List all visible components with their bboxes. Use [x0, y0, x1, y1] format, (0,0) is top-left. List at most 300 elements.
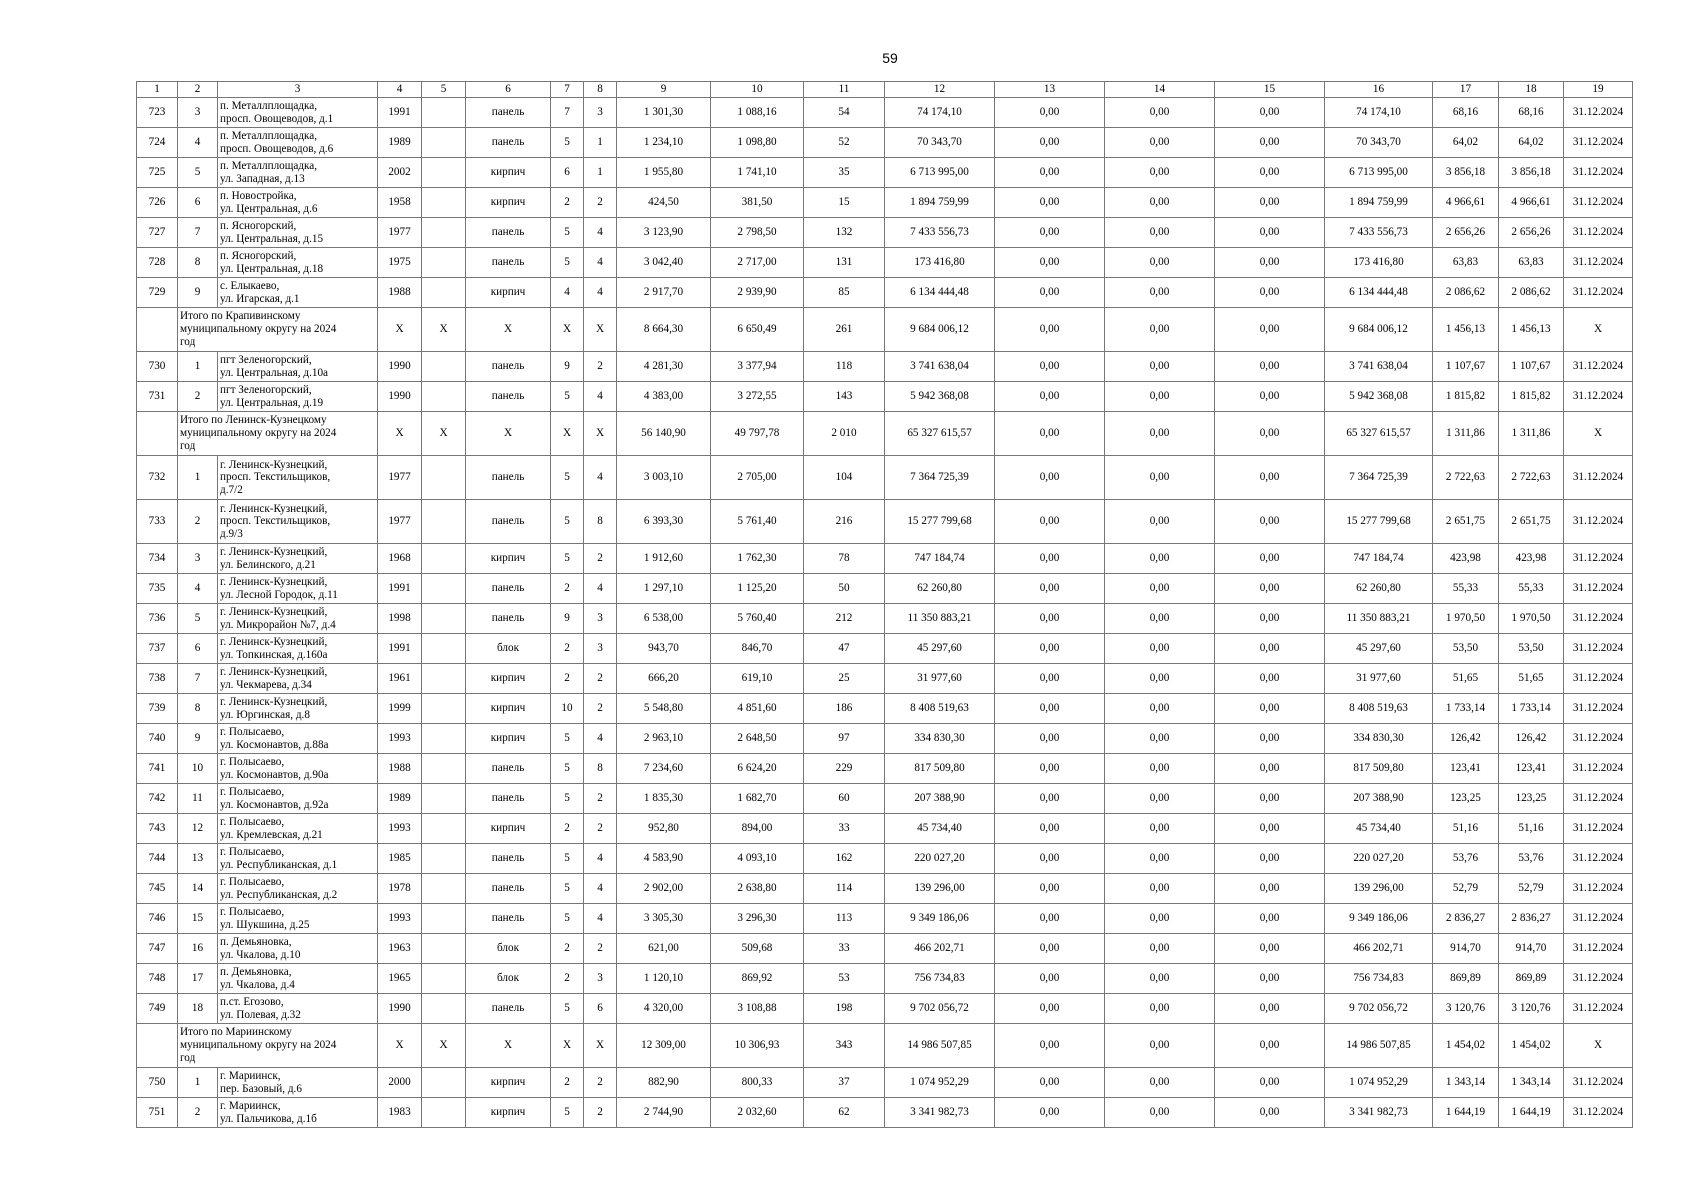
table-row — [137, 694, 1633, 724]
table-cell: 3 377,94 — [711, 352, 804, 382]
table-cell: 2 656,26 — [1499, 218, 1564, 248]
address-cell — [218, 1098, 378, 1128]
table-cell: 1 454,02 — [1499, 1024, 1564, 1068]
table-cell: 1993 — [378, 814, 422, 844]
table-cell: 3 741 638,04 — [885, 352, 995, 382]
table-cell: 15 277 799,68 — [885, 500, 995, 544]
table-cell: 0,00 — [1105, 964, 1215, 994]
table-cell: 63,83 — [1499, 248, 1564, 278]
table-cell: 65 327 615,57 — [1325, 412, 1433, 456]
table-cell: 1961 — [378, 664, 422, 694]
table-cell: 1975 — [378, 248, 422, 278]
table-cell: 7 433 556,73 — [885, 218, 995, 248]
table-cell: 869,89 — [1499, 964, 1564, 994]
table-cell: 131 — [804, 248, 885, 278]
table-row — [137, 188, 1633, 218]
table-cell: кирпич — [466, 544, 551, 574]
subtotal-row — [137, 308, 1633, 352]
address-line: просп. Овощеводов, д.6 — [220, 142, 334, 155]
table-cell: 11 350 883,21 — [1325, 604, 1433, 634]
column-number-header: 4 — [378, 82, 422, 98]
address-line: д.7/2 — [220, 483, 243, 496]
table-cell: 0,00 — [1215, 694, 1325, 724]
address-line: г. Полысаево, — [220, 846, 285, 858]
table-cell: 31.12.2024 — [1564, 574, 1633, 604]
address-line: г. Полысаево, — [220, 876, 285, 888]
table-cell — [422, 1098, 466, 1128]
table-cell: 0,00 — [995, 188, 1105, 218]
table-cell: 4 320,00 — [617, 994, 711, 1024]
table-cell: X — [422, 412, 466, 456]
table-cell: 756 734,83 — [1325, 964, 1433, 994]
table-cell: X — [1564, 412, 1633, 456]
table-cell: 0,00 — [995, 1068, 1105, 1098]
table-row — [137, 278, 1633, 308]
table-cell: 4 851,60 — [711, 694, 804, 724]
table-cell: 0,00 — [1215, 724, 1325, 754]
table-cell: 1977 — [378, 218, 422, 248]
table-cell: 724 — [137, 128, 178, 158]
table-cell: 2 963,10 — [617, 724, 711, 754]
address-line: ул. Белинского, д.21 — [220, 558, 316, 571]
table-cell: панель — [466, 574, 551, 604]
table-cell: 914,70 — [1433, 934, 1499, 964]
table-cell: X — [584, 412, 617, 456]
table-cell: 13 — [178, 844, 218, 874]
table-cell: 65 327 615,57 — [885, 412, 995, 456]
table-cell: 3 — [584, 604, 617, 634]
table-cell: панель — [466, 248, 551, 278]
table-cell: 5 942 368,08 — [1325, 382, 1433, 412]
address-cell — [218, 98, 378, 128]
table-cell: 1990 — [378, 352, 422, 382]
column-number-header: 5 — [422, 82, 466, 98]
table-cell: 1993 — [378, 904, 422, 934]
table-cell: 31.12.2024 — [1564, 784, 1633, 814]
address-line: г. Полысаево, — [220, 726, 285, 738]
table-cell: 952,80 — [617, 814, 711, 844]
table-cell: 0,00 — [1105, 574, 1215, 604]
table-cell: 62 — [804, 1098, 885, 1128]
table-cell: блок — [466, 634, 551, 664]
table-cell: 97 — [804, 724, 885, 754]
table-cell: 0,00 — [1105, 724, 1215, 754]
table-cell: панель — [466, 604, 551, 634]
table-cell: 0,00 — [1105, 784, 1215, 814]
table-cell: X — [378, 1024, 422, 1068]
table-cell: 0,00 — [1105, 874, 1215, 904]
address-line: ул. Полевая, д.32 — [220, 1008, 301, 1021]
table-cell: 3 003,10 — [617, 456, 711, 500]
table-cell: 756 734,83 — [885, 964, 995, 994]
column-number-header: 11 — [804, 82, 885, 98]
subtotal-label-line: Итого по Крапивинскому — [180, 310, 301, 322]
table-cell: 747 — [137, 934, 178, 964]
table-cell: 746 — [137, 904, 178, 934]
address-line: ул. Чкалова, д.10 — [220, 948, 301, 961]
table-cell: 9 702 056,72 — [1325, 994, 1433, 1024]
table-cell: блок — [466, 934, 551, 964]
registry-table-body — [137, 82, 1633, 1128]
table-cell: 0,00 — [1105, 994, 1215, 1024]
table-cell: 5 760,40 — [711, 604, 804, 634]
table-cell: 1 088,16 — [711, 98, 804, 128]
table-cell: 5 942 368,08 — [885, 382, 995, 412]
address-line: просп. Текстильщиков, — [220, 471, 331, 484]
table-cell: 64,02 — [1499, 128, 1564, 158]
table-cell: 1 644,19 — [1433, 1098, 1499, 1128]
table-cell: 3 856,18 — [1499, 158, 1564, 188]
table-cell: 800,33 — [711, 1068, 804, 1098]
address-cell — [218, 964, 378, 994]
table-cell: 64,02 — [1433, 128, 1499, 158]
table-cell: 734 — [137, 544, 178, 574]
table-cell: 0,00 — [1105, 248, 1215, 278]
table-cell — [422, 724, 466, 754]
table-cell: 5 761,40 — [711, 500, 804, 544]
table-cell: 8 408 519,63 — [885, 694, 995, 724]
table-cell: 114 — [804, 874, 885, 904]
table-cell: 466 202,71 — [1325, 934, 1433, 964]
table-cell: 6 713 995,00 — [1325, 158, 1433, 188]
table-cell: 2 722,63 — [1433, 456, 1499, 500]
table-cell — [422, 634, 466, 664]
table-cell: 9 684 006,12 — [885, 308, 995, 352]
table-cell — [422, 500, 466, 544]
table-cell: 6 393,30 — [617, 500, 711, 544]
table-cell: 4 093,10 — [711, 844, 804, 874]
address-line: просп. Текстильщиков, — [220, 515, 331, 528]
column-number-row — [137, 82, 1633, 98]
table-cell: 1 912,60 — [617, 544, 711, 574]
table-cell: 198 — [804, 994, 885, 1024]
table-cell: 18 — [178, 994, 218, 1024]
column-number-header: 9 — [617, 82, 711, 98]
table-cell: 745 — [137, 874, 178, 904]
table-row — [137, 574, 1633, 604]
table-cell: 31.12.2024 — [1564, 844, 1633, 874]
table-cell: панель — [466, 994, 551, 1024]
address-cell — [218, 994, 378, 1024]
table-cell: 0,00 — [1105, 382, 1215, 412]
table-cell: 31.12.2024 — [1564, 814, 1633, 844]
table-cell: 1 297,10 — [617, 574, 711, 604]
table-cell: X — [551, 308, 584, 352]
table-cell: 1991 — [378, 634, 422, 664]
table-cell — [422, 1068, 466, 1098]
table-cell — [422, 574, 466, 604]
table-cell: 45 734,40 — [1325, 814, 1433, 844]
table-cell: 0,00 — [995, 574, 1105, 604]
table-cell: 0,00 — [1105, 98, 1215, 128]
table-cell: 33 — [804, 934, 885, 964]
table-cell: 2 836,27 — [1433, 904, 1499, 934]
table-cell: 735 — [137, 574, 178, 604]
address-cell — [218, 218, 378, 248]
table-cell: 381,50 — [711, 188, 804, 218]
table-cell: 9 — [178, 278, 218, 308]
table-cell: 5 — [551, 248, 584, 278]
table-cell: 2 717,00 — [711, 248, 804, 278]
table-row — [137, 218, 1633, 248]
table-cell: 31.12.2024 — [1564, 128, 1633, 158]
column-number-header: 10 — [711, 82, 804, 98]
table-cell: 3 341 982,73 — [885, 1098, 995, 1128]
table-cell: 0,00 — [1215, 814, 1325, 844]
table-cell: 1977 — [378, 500, 422, 544]
table-cell: 728 — [137, 248, 178, 278]
table-cell: 0,00 — [1215, 604, 1325, 634]
table-cell: 1 107,67 — [1499, 352, 1564, 382]
table-cell: 45 297,60 — [885, 634, 995, 664]
table-cell: кирпич — [466, 158, 551, 188]
table-cell: 6 134 444,48 — [1325, 278, 1433, 308]
column-number-header: 2 — [178, 82, 218, 98]
table-cell: 7 364 725,39 — [1325, 456, 1433, 500]
table-cell: 5 — [551, 844, 584, 874]
address-line: г. Ленинск-Кузнецкий, — [220, 458, 328, 471]
table-cell: 10 — [178, 754, 218, 784]
subtotal-label-line: Итого по Мариинскому — [180, 1026, 292, 1038]
address-cell — [218, 754, 378, 784]
table-cell: 0,00 — [1215, 844, 1325, 874]
subtotal-label-line: муниципальному округу на 2024 — [180, 323, 337, 335]
address-line: п. Новостройка, — [220, 190, 297, 202]
table-cell: 15 — [804, 188, 885, 218]
table-cell: 1 733,14 — [1433, 694, 1499, 724]
table-cell: 750 — [137, 1068, 178, 1098]
table-cell: 0,00 — [1215, 904, 1325, 934]
table-cell — [422, 874, 466, 904]
address-cell — [218, 574, 378, 604]
column-number-header: 13 — [995, 82, 1105, 98]
table-cell: 0,00 — [1215, 188, 1325, 218]
table-cell: 2 705,00 — [711, 456, 804, 500]
table-cell: 14 986 507,85 — [1325, 1024, 1433, 1068]
table-cell: 2 — [584, 352, 617, 382]
table-cell: 7 — [551, 98, 584, 128]
table-cell: 423,98 — [1433, 544, 1499, 574]
table-cell: 2 — [551, 634, 584, 664]
table-cell: 0,00 — [995, 278, 1105, 308]
table-cell — [422, 904, 466, 934]
table-cell: 2 086,62 — [1499, 278, 1564, 308]
table-cell: 6 — [178, 634, 218, 664]
column-number-header: 16 — [1325, 82, 1433, 98]
address-line: ул. Космонавтов, д.92а — [220, 798, 329, 811]
table-cell: 0,00 — [1105, 218, 1215, 248]
address-cell — [218, 278, 378, 308]
table-cell: 7 — [178, 664, 218, 694]
table-cell: 2 656,26 — [1433, 218, 1499, 248]
table-cell — [422, 934, 466, 964]
table-cell: 52 — [804, 128, 885, 158]
table-cell: 126,42 — [1499, 724, 1564, 754]
table-cell: 2 — [551, 964, 584, 994]
table-cell: 0,00 — [995, 664, 1105, 694]
table-cell: 1 741,10 — [711, 158, 804, 188]
table-cell: 1 107,67 — [1433, 352, 1499, 382]
column-number-header: 18 — [1499, 82, 1564, 98]
subtotal-label — [178, 1024, 378, 1068]
table-cell: 31.12.2024 — [1564, 634, 1633, 664]
table-cell: 0,00 — [995, 98, 1105, 128]
table-cell: 1 074 952,29 — [1325, 1068, 1433, 1098]
table-cell: 4 281,30 — [617, 352, 711, 382]
table-cell: 62 260,80 — [885, 574, 995, 604]
table-cell: 15 277 799,68 — [1325, 500, 1433, 544]
table-cell: 3 341 982,73 — [1325, 1098, 1433, 1128]
address-cell — [218, 1068, 378, 1098]
table-cell: 0,00 — [1215, 308, 1325, 352]
address-line: ул. Западная, д.13 — [220, 172, 305, 185]
table-cell: 1989 — [378, 128, 422, 158]
table-cell: 1 456,13 — [1433, 308, 1499, 352]
column-number-header: 8 — [584, 82, 617, 98]
subtotal-label-line: муниципальному округу на 2024 — [180, 427, 337, 439]
table-cell: 3 856,18 — [1433, 158, 1499, 188]
table-cell: 1 — [584, 158, 617, 188]
table-cell: 60 — [804, 784, 885, 814]
table-cell — [422, 248, 466, 278]
table-cell: 7 433 556,73 — [1325, 218, 1433, 248]
table-row — [137, 754, 1633, 784]
table-cell: 2 — [584, 188, 617, 218]
table-cell: 0,00 — [995, 874, 1105, 904]
table-cell: 5 — [551, 724, 584, 754]
table-cell: панель — [466, 456, 551, 500]
address-line: ул. Кремлевская, д.21 — [220, 828, 323, 841]
table-cell: 1999 — [378, 694, 422, 724]
table-row — [137, 784, 1633, 814]
table-cell: 5 — [178, 604, 218, 634]
table-row — [137, 814, 1633, 844]
table-cell: 2 — [584, 1068, 617, 1098]
table-cell: 0,00 — [1105, 664, 1215, 694]
table-cell: 17 — [178, 964, 218, 994]
table-cell: 6 538,00 — [617, 604, 711, 634]
table-cell: 6 624,20 — [711, 754, 804, 784]
address-line: ул. Чекмарева, д.34 — [220, 678, 312, 691]
table-cell: 3 296,30 — [711, 904, 804, 934]
table-cell: 0,00 — [995, 158, 1105, 188]
table-cell: 31.12.2024 — [1564, 1068, 1633, 1098]
table-row — [137, 964, 1633, 994]
table-cell: 45 734,40 — [885, 814, 995, 844]
table-cell: 1 — [178, 1068, 218, 1098]
table-cell: 2 — [178, 382, 218, 412]
table-cell: 139 296,00 — [1325, 874, 1433, 904]
table-cell: X — [378, 412, 422, 456]
table-cell: 0,00 — [1105, 456, 1215, 500]
table-cell: 749 — [137, 994, 178, 1024]
table-cell: 1988 — [378, 278, 422, 308]
table-cell: 1 644,19 — [1499, 1098, 1564, 1128]
subtotal-row — [137, 412, 1633, 456]
table-cell: 4 — [584, 574, 617, 604]
table-cell: 12 309,00 — [617, 1024, 711, 1068]
registry-table — [136, 81, 1633, 1128]
table-cell: 817 509,80 — [1325, 754, 1433, 784]
table-cell: 5 — [551, 456, 584, 500]
table-cell: 0,00 — [1105, 934, 1215, 964]
table-cell: панель — [466, 218, 551, 248]
table-row — [137, 724, 1633, 754]
table-cell — [422, 98, 466, 128]
table-cell: 11 350 883,21 — [885, 604, 995, 634]
table-cell: 3 — [584, 964, 617, 994]
table-cell: 1 894 759,99 — [885, 188, 995, 218]
table-cell — [422, 188, 466, 218]
table-cell: 8 408 519,63 — [1325, 694, 1433, 724]
table-cell: 62 260,80 — [1325, 574, 1433, 604]
address-cell — [218, 664, 378, 694]
address-cell — [218, 158, 378, 188]
table-cell: 0,00 — [995, 544, 1105, 574]
address-cell — [218, 724, 378, 754]
table-cell: 0,00 — [995, 128, 1105, 158]
table-cell: 68,16 — [1499, 98, 1564, 128]
table-cell: 0,00 — [1215, 994, 1325, 1024]
table-cell: 1 343,14 — [1433, 1068, 1499, 1098]
table-cell: 53 — [804, 964, 885, 994]
table-row — [137, 158, 1633, 188]
table-cell: 1993 — [378, 724, 422, 754]
table-cell: 45 297,60 — [1325, 634, 1433, 664]
table-cell: 49 797,78 — [711, 412, 804, 456]
table-cell: 3 — [584, 634, 617, 664]
table-cell: 3 272,55 — [711, 382, 804, 412]
table-cell: 9 702 056,72 — [885, 994, 995, 1024]
address-line: пгт Зеленогорский, — [220, 354, 312, 366]
table-cell: 68,16 — [1433, 98, 1499, 128]
table-cell: 2 086,62 — [1433, 278, 1499, 308]
table-cell: 747 184,74 — [885, 544, 995, 574]
table-cell: 5 — [551, 994, 584, 1024]
table-cell: 0,00 — [1215, 634, 1325, 664]
address-line: п. Металлплощадка, — [220, 100, 318, 112]
table-cell: X — [422, 1024, 466, 1068]
table-cell: 2 902,00 — [617, 874, 711, 904]
table-cell: кирпич — [466, 1068, 551, 1098]
table-cell: 9 684 006,12 — [1325, 308, 1433, 352]
address-line: ул. Космонавтов, д.90а — [220, 768, 329, 781]
address-line: ул. Центральная, д.15 — [220, 232, 324, 245]
table-cell: 2 722,63 — [1499, 456, 1564, 500]
table-cell: 50 — [804, 574, 885, 604]
table-cell: 53,76 — [1433, 844, 1499, 874]
table-cell: 2 — [584, 544, 617, 574]
table-row — [137, 604, 1633, 634]
table-cell: 0,00 — [1105, 412, 1215, 456]
address-line: г. Полысаево, — [220, 756, 285, 768]
table-cell: 186 — [804, 694, 885, 724]
table-row — [137, 98, 1633, 128]
table-row — [137, 456, 1633, 500]
table-cell: 4 — [584, 456, 617, 500]
table-cell: 1990 — [378, 994, 422, 1024]
table-cell: 74 174,10 — [885, 98, 995, 128]
table-cell: кирпич — [466, 188, 551, 218]
table-cell: 5 — [551, 218, 584, 248]
table-cell: 2 — [584, 814, 617, 844]
table-cell: 0,00 — [1105, 308, 1215, 352]
column-number-header: 6 — [466, 82, 551, 98]
table-cell: 37 — [804, 1068, 885, 1098]
table-cell: 334 830,30 — [1325, 724, 1433, 754]
table-cell: 207 388,90 — [1325, 784, 1433, 814]
table-cell: 1 970,50 — [1433, 604, 1499, 634]
